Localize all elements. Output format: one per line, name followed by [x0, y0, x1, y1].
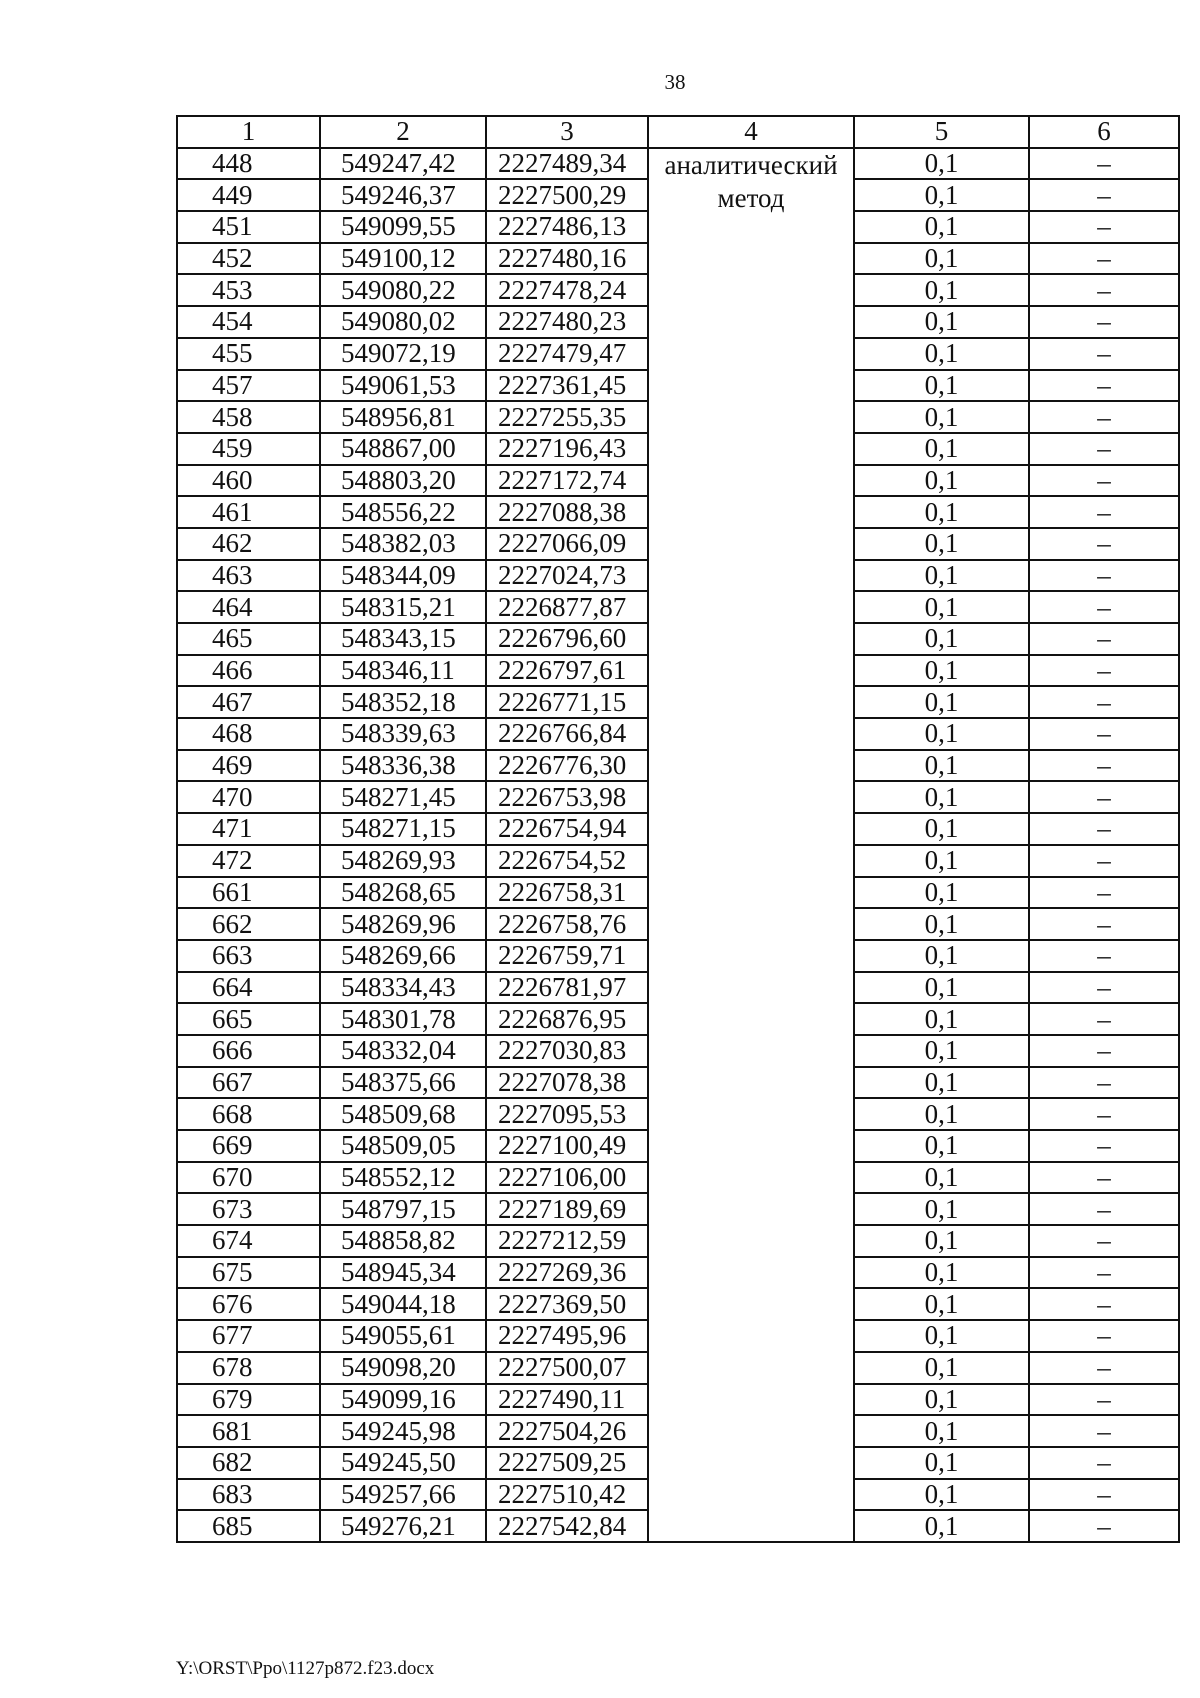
dash-cell: –	[1029, 1288, 1179, 1320]
x-coordinate-cell: 549245,98	[320, 1415, 486, 1447]
dash-cell: –	[1029, 845, 1179, 877]
point-number-cell: 669	[177, 1130, 320, 1162]
point-number-cell: 471	[177, 813, 320, 845]
point-number-cell: 662	[177, 908, 320, 940]
x-coordinate-cell: 548803,20	[320, 465, 486, 497]
accuracy-cell: 0,1	[854, 591, 1029, 623]
x-coordinate-cell: 549080,02	[320, 306, 486, 338]
dash-cell: –	[1029, 1193, 1179, 1225]
y-coordinate-cell: 2227369,50	[486, 1288, 648, 1320]
x-coordinate-cell: 548271,15	[320, 813, 486, 845]
dash-cell: –	[1029, 813, 1179, 845]
dash-cell: –	[1029, 877, 1179, 909]
accuracy-cell: 0,1	[854, 148, 1029, 180]
dash-cell: –	[1029, 1320, 1179, 1352]
point-number-cell: 674	[177, 1225, 320, 1257]
header-col-3: 3	[486, 116, 648, 148]
point-number-cell: 673	[177, 1193, 320, 1225]
x-coordinate-cell: 548867,00	[320, 433, 486, 465]
point-number-cell: 677	[177, 1320, 320, 1352]
y-coordinate-cell: 2226771,15	[486, 686, 648, 718]
accuracy-cell: 0,1	[854, 1225, 1029, 1257]
dash-cell: –	[1029, 401, 1179, 433]
dash-cell: –	[1029, 274, 1179, 306]
point-number-cell: 449	[177, 179, 320, 211]
table-row	[177, 148, 1179, 180]
dash-cell: –	[1029, 623, 1179, 655]
dash-cell: –	[1029, 496, 1179, 528]
accuracy-cell: 0,1	[854, 211, 1029, 243]
y-coordinate-cell: 2226797,61	[486, 655, 648, 687]
dash-cell: –	[1029, 1162, 1179, 1194]
y-coordinate-cell: 2227024,73	[486, 560, 648, 592]
y-coordinate-cell: 2227106,00	[486, 1162, 648, 1194]
y-coordinate-cell: 2227480,16	[486, 243, 648, 275]
dash-cell: –	[1029, 972, 1179, 1004]
page-number: 38	[664, 70, 686, 94]
x-coordinate-cell: 548268,65	[320, 877, 486, 909]
table-body	[177, 148, 1179, 1542]
accuracy-cell: 0,1	[854, 560, 1029, 592]
dash-cell: –	[1029, 433, 1179, 465]
dash-cell: –	[1029, 1035, 1179, 1067]
y-coordinate-cell: 2227495,96	[486, 1320, 648, 1352]
accuracy-cell: 0,1	[854, 1415, 1029, 1447]
point-number-cell: 681	[177, 1415, 320, 1447]
dash-cell: –	[1029, 686, 1179, 718]
x-coordinate-cell: 548346,11	[320, 655, 486, 687]
y-coordinate-cell: 2226759,71	[486, 940, 648, 972]
x-coordinate-cell: 549257,66	[320, 1479, 486, 1511]
point-number-cell: 468	[177, 718, 320, 750]
y-coordinate-cell: 2227486,13	[486, 211, 648, 243]
accuracy-cell: 0,1	[854, 686, 1029, 718]
point-number-cell: 663	[177, 940, 320, 972]
y-coordinate-cell: 2227500,29	[486, 179, 648, 211]
dash-cell: –	[1029, 560, 1179, 592]
y-coordinate-cell: 2227196,43	[486, 433, 648, 465]
dash-cell: –	[1029, 908, 1179, 940]
accuracy-cell: 0,1	[854, 623, 1029, 655]
x-coordinate-cell: 548315,21	[320, 591, 486, 623]
point-number-cell: 472	[177, 845, 320, 877]
accuracy-cell: 0,1	[854, 496, 1029, 528]
point-number-cell: 466	[177, 655, 320, 687]
x-coordinate-cell: 548945,34	[320, 1257, 486, 1289]
y-coordinate-cell: 2227510,42	[486, 1479, 648, 1511]
y-coordinate-cell: 2226781,97	[486, 972, 648, 1004]
y-coordinate-cell: 2227095,53	[486, 1098, 648, 1130]
y-coordinate-cell: 2226758,31	[486, 877, 648, 909]
point-number-cell: 664	[177, 972, 320, 1004]
y-coordinate-cell: 2226753,98	[486, 781, 648, 813]
accuracy-cell: 0,1	[854, 1162, 1029, 1194]
point-number-cell: 453	[177, 274, 320, 306]
x-coordinate-cell: 549100,12	[320, 243, 486, 275]
point-number-cell: 665	[177, 1003, 320, 1035]
point-number-cell: 462	[177, 528, 320, 560]
point-number-cell: 469	[177, 750, 320, 782]
x-coordinate-cell: 548858,82	[320, 1225, 486, 1257]
x-coordinate-cell: 548269,93	[320, 845, 486, 877]
y-coordinate-cell: 2227489,34	[486, 148, 648, 180]
point-number-cell: 457	[177, 370, 320, 402]
method-text-line: аналитический	[664, 149, 838, 180]
dash-cell: –	[1029, 1447, 1179, 1479]
x-coordinate-cell: 548332,04	[320, 1035, 486, 1067]
coordinates-table-container	[176, 115, 1178, 1543]
y-coordinate-cell: 2227030,83	[486, 1035, 648, 1067]
point-number-cell: 668	[177, 1098, 320, 1130]
header-col-2: 2	[320, 116, 486, 148]
accuracy-cell: 0,1	[854, 528, 1029, 560]
dash-cell: –	[1029, 306, 1179, 338]
dash-cell: –	[1029, 179, 1179, 211]
x-coordinate-cell: 549247,42	[320, 148, 486, 180]
dash-cell: –	[1029, 781, 1179, 813]
table-header-row	[177, 116, 1179, 148]
point-number-cell: 448	[177, 148, 320, 180]
y-coordinate-cell: 2227361,45	[486, 370, 648, 402]
y-coordinate-cell: 2226758,76	[486, 908, 648, 940]
x-coordinate-cell: 548509,05	[320, 1130, 486, 1162]
accuracy-cell: 0,1	[854, 813, 1029, 845]
accuracy-cell: 0,1	[854, 1098, 1029, 1130]
dash-cell: –	[1029, 1257, 1179, 1289]
y-coordinate-cell: 2227542,84	[486, 1510, 648, 1542]
y-coordinate-cell: 2226766,84	[486, 718, 648, 750]
dash-cell: –	[1029, 370, 1179, 402]
accuracy-cell: 0,1	[854, 908, 1029, 940]
accuracy-cell: 0,1	[854, 243, 1029, 275]
x-coordinate-cell: 548334,43	[320, 972, 486, 1004]
dash-cell: –	[1029, 148, 1179, 180]
dash-cell: –	[1029, 243, 1179, 275]
point-number-cell: 679	[177, 1384, 320, 1416]
dash-cell: –	[1029, 591, 1179, 623]
point-number-cell: 463	[177, 560, 320, 592]
y-coordinate-cell: 2227480,23	[486, 306, 648, 338]
y-coordinate-cell: 2227269,36	[486, 1257, 648, 1289]
point-number-cell: 470	[177, 781, 320, 813]
y-coordinate-cell: 2226754,94	[486, 813, 648, 845]
method-cell	[648, 148, 854, 1542]
x-coordinate-cell: 548352,18	[320, 686, 486, 718]
accuracy-cell: 0,1	[854, 1288, 1029, 1320]
point-number-cell: 661	[177, 877, 320, 909]
dash-cell: –	[1029, 1067, 1179, 1099]
x-coordinate-cell: 548339,63	[320, 718, 486, 750]
accuracy-cell: 0,1	[854, 274, 1029, 306]
point-number-cell: 676	[177, 1288, 320, 1320]
x-coordinate-cell: 548336,38	[320, 750, 486, 782]
point-number-cell: 683	[177, 1479, 320, 1511]
accuracy-cell: 0,1	[854, 401, 1029, 433]
dash-cell: –	[1029, 1352, 1179, 1384]
point-number-cell: 678	[177, 1352, 320, 1384]
header-col-1: 1	[177, 116, 320, 148]
point-number-cell: 682	[177, 1447, 320, 1479]
x-coordinate-cell: 548271,45	[320, 781, 486, 813]
y-coordinate-cell: 2226754,52	[486, 845, 648, 877]
dash-cell: –	[1029, 1384, 1179, 1416]
y-coordinate-cell: 2227478,24	[486, 274, 648, 306]
accuracy-cell: 0,1	[854, 1447, 1029, 1479]
accuracy-cell: 0,1	[854, 655, 1029, 687]
x-coordinate-cell: 549276,21	[320, 1510, 486, 1542]
point-number-cell: 455	[177, 338, 320, 370]
accuracy-cell: 0,1	[854, 1035, 1029, 1067]
point-number-cell: 460	[177, 465, 320, 497]
dash-cell: –	[1029, 528, 1179, 560]
accuracy-cell: 0,1	[854, 1320, 1029, 1352]
x-coordinate-cell: 548301,78	[320, 1003, 486, 1035]
point-number-cell: 452	[177, 243, 320, 275]
x-coordinate-cell: 548269,66	[320, 940, 486, 972]
point-number-cell: 459	[177, 433, 320, 465]
coordinates-table	[176, 115, 1180, 1543]
dash-cell: –	[1029, 211, 1179, 243]
dash-cell: –	[1029, 338, 1179, 370]
dash-cell: –	[1029, 1510, 1179, 1542]
y-coordinate-cell: 2226876,95	[486, 1003, 648, 1035]
accuracy-cell: 0,1	[854, 306, 1029, 338]
footer-file-path: Y:\ORST\Ppo\1127p872.f23.docx	[176, 1658, 435, 1679]
x-coordinate-cell: 548382,03	[320, 528, 486, 560]
point-number-cell: 458	[177, 401, 320, 433]
x-coordinate-cell: 549098,20	[320, 1352, 486, 1384]
dash-cell: –	[1029, 655, 1179, 687]
header-col-5: 5	[854, 116, 1029, 148]
accuracy-cell: 0,1	[854, 1257, 1029, 1289]
dash-cell: –	[1029, 718, 1179, 750]
point-number-cell: 685	[177, 1510, 320, 1542]
x-coordinate-cell: 549099,16	[320, 1384, 486, 1416]
header-col-4: 4	[648, 116, 854, 148]
y-coordinate-cell: 2227189,69	[486, 1193, 648, 1225]
accuracy-cell: 0,1	[854, 1384, 1029, 1416]
point-number-cell: 454	[177, 306, 320, 338]
point-number-cell: 451	[177, 211, 320, 243]
point-number-cell: 461	[177, 496, 320, 528]
point-number-cell: 465	[177, 623, 320, 655]
dash-cell: –	[1029, 1415, 1179, 1447]
point-number-cell: 467	[177, 686, 320, 718]
y-coordinate-cell: 2227255,35	[486, 401, 648, 433]
x-coordinate-cell: 548375,66	[320, 1067, 486, 1099]
y-coordinate-cell: 2227500,07	[486, 1352, 648, 1384]
dash-cell: –	[1029, 1003, 1179, 1035]
accuracy-cell: 0,1	[854, 1352, 1029, 1384]
point-number-cell: 667	[177, 1067, 320, 1099]
x-coordinate-cell: 549055,61	[320, 1320, 486, 1352]
accuracy-cell: 0,1	[854, 1130, 1029, 1162]
y-coordinate-cell: 2226776,30	[486, 750, 648, 782]
x-coordinate-cell: 548269,96	[320, 908, 486, 940]
x-coordinate-cell: 549061,53	[320, 370, 486, 402]
point-number-cell: 666	[177, 1035, 320, 1067]
y-coordinate-cell: 2227066,09	[486, 528, 648, 560]
accuracy-cell: 0,1	[854, 845, 1029, 877]
y-coordinate-cell: 2227490,11	[486, 1384, 648, 1416]
y-coordinate-cell: 2227088,38	[486, 496, 648, 528]
accuracy-cell: 0,1	[854, 1067, 1029, 1099]
dash-cell: –	[1029, 1225, 1179, 1257]
dash-cell: –	[1029, 1098, 1179, 1130]
x-coordinate-cell: 549044,18	[320, 1288, 486, 1320]
accuracy-cell: 0,1	[854, 1510, 1029, 1542]
x-coordinate-cell: 549072,19	[320, 338, 486, 370]
accuracy-cell: 0,1	[854, 1479, 1029, 1511]
y-coordinate-cell: 2227479,47	[486, 338, 648, 370]
y-coordinate-cell: 2227504,26	[486, 1415, 648, 1447]
accuracy-cell: 0,1	[854, 750, 1029, 782]
header-col-6: 6	[1029, 116, 1179, 148]
y-coordinate-cell: 2227172,74	[486, 465, 648, 497]
y-coordinate-cell: 2227509,25	[486, 1447, 648, 1479]
x-coordinate-cell: 548343,15	[320, 623, 486, 655]
dash-cell: –	[1029, 940, 1179, 972]
y-coordinate-cell: 2227212,59	[486, 1225, 648, 1257]
accuracy-cell: 0,1	[854, 877, 1029, 909]
point-number-cell: 464	[177, 591, 320, 623]
x-coordinate-cell: 549099,55	[320, 211, 486, 243]
x-coordinate-cell: 548956,81	[320, 401, 486, 433]
accuracy-cell: 0,1	[854, 179, 1029, 211]
point-number-cell: 670	[177, 1162, 320, 1194]
y-coordinate-cell: 2227100,49	[486, 1130, 648, 1162]
x-coordinate-cell: 549080,22	[320, 274, 486, 306]
accuracy-cell: 0,1	[854, 1193, 1029, 1225]
y-coordinate-cell: 2227078,38	[486, 1067, 648, 1099]
accuracy-cell: 0,1	[854, 433, 1029, 465]
dash-cell: –	[1029, 465, 1179, 497]
accuracy-cell: 0,1	[854, 972, 1029, 1004]
x-coordinate-cell: 548552,12	[320, 1162, 486, 1194]
dash-cell: –	[1029, 1130, 1179, 1162]
accuracy-cell: 0,1	[854, 370, 1029, 402]
x-coordinate-cell: 549245,50	[320, 1447, 486, 1479]
accuracy-cell: 0,1	[854, 940, 1029, 972]
x-coordinate-cell: 548556,22	[320, 496, 486, 528]
accuracy-cell: 0,1	[854, 718, 1029, 750]
x-coordinate-cell: 548344,09	[320, 560, 486, 592]
accuracy-cell: 0,1	[854, 781, 1029, 813]
y-coordinate-cell: 2226877,87	[486, 591, 648, 623]
dash-cell: –	[1029, 1479, 1179, 1511]
method-text-line: метод	[717, 182, 785, 213]
y-coordinate-cell: 2226796,60	[486, 623, 648, 655]
x-coordinate-cell: 549246,37	[320, 179, 486, 211]
accuracy-cell: 0,1	[854, 1003, 1029, 1035]
x-coordinate-cell: 548797,15	[320, 1193, 486, 1225]
x-coordinate-cell: 548509,68	[320, 1098, 486, 1130]
point-number-cell: 675	[177, 1257, 320, 1289]
dash-cell: –	[1029, 750, 1179, 782]
accuracy-cell: 0,1	[854, 338, 1029, 370]
accuracy-cell: 0,1	[854, 465, 1029, 497]
